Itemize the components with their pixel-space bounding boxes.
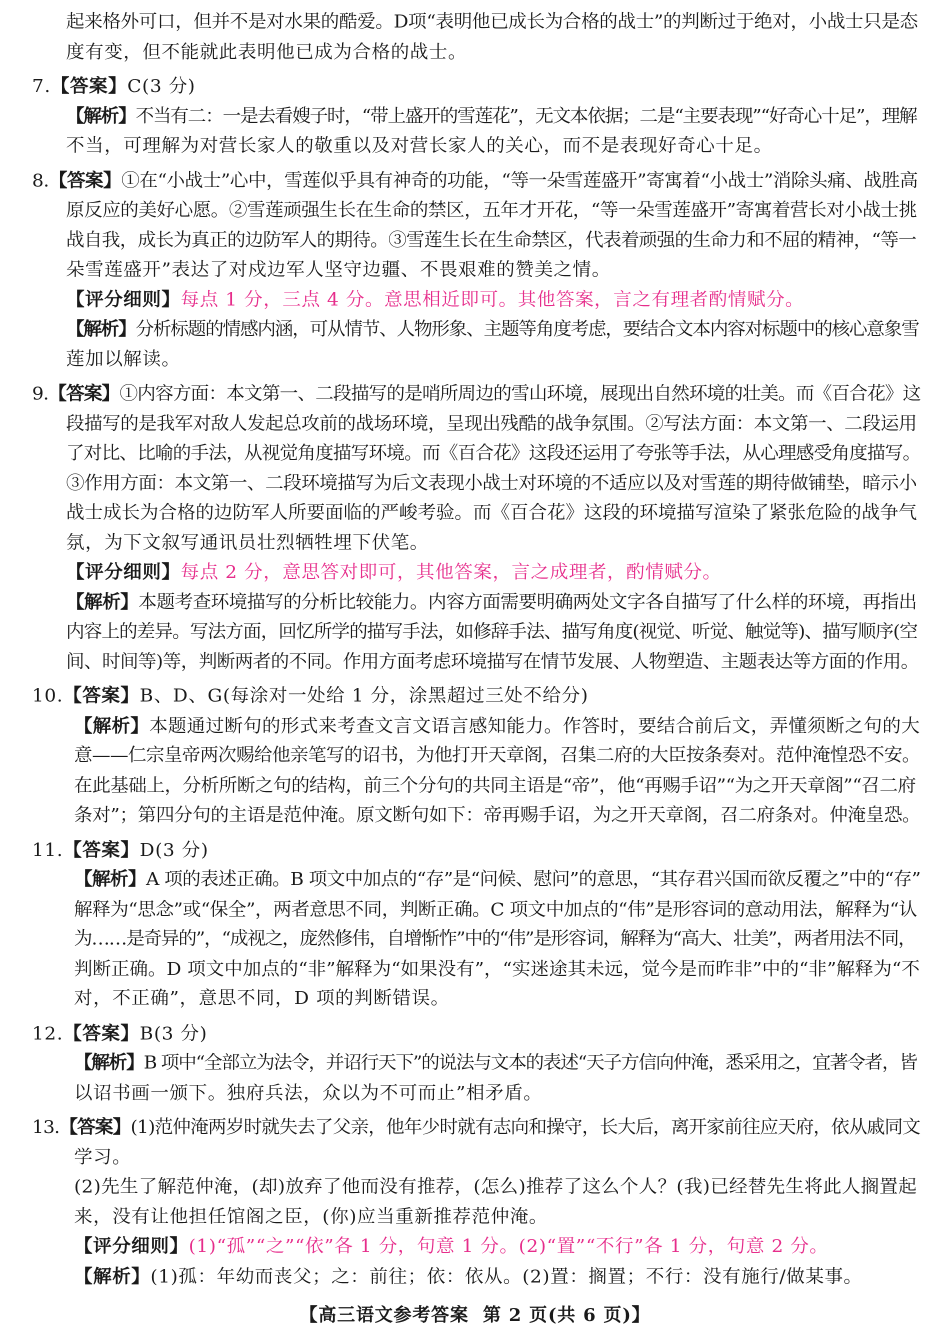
text-line: 段描写的是我军对敌人发起总攻前的战场环境，呈现出残酷的战争氛围。②写法方面：本文第一、二段运用 bbox=[66, 413, 917, 434]
text-line: 间、时间等)等，判断两者的不同。作用方面考虑环境描写在情节发展、人物塑造、主题表达等方面的作用。 bbox=[66, 651, 919, 672]
text-line: 条对”；第四分句的主语是范仲淹。原文断句如下：帝再赐手诏，为之开天章阁，召二府条对。仲淹皇恐。 bbox=[74, 805, 921, 826]
answer-text: ①内容方面：本文第一、二段描写的是哨所周边的雪山环境，展现出自然环境的壮美。而《百合花》这 bbox=[119, 383, 921, 405]
scoring-line bbox=[32, 1233, 920, 1263]
scoring-line bbox=[32, 286, 920, 316]
answer-document bbox=[32, 8, 920, 1292]
text-line: (2)先生了解范仲淹，(却)放弃了他而没有推荐，(怎么)推荐了这么个人？(我)已经替先生将此人搁置起 bbox=[74, 1176, 918, 1198]
analysis-line bbox=[32, 866, 920, 896]
analysis-tag: 【解析】 bbox=[66, 106, 136, 127]
text-line: 原反应的美好心愿。②雪莲顽强生长在生命的禁区，五年才开花，“等一朵雪莲盛开”寄寓着营长对小战士挑 bbox=[66, 200, 917, 221]
text-line: ③作用方面：本文第一、二段环境描写为后文表现小战士对环境的不适应以及对雪莲的期待做铺垫，暗示小 bbox=[66, 472, 917, 494]
analysis-tag: 【解析】 bbox=[66, 319, 136, 340]
scoring-tag: 【评分细则】 bbox=[66, 289, 181, 310]
answer-line bbox=[32, 72, 920, 102]
question-number: 8. bbox=[32, 170, 49, 191]
answer-tag: 【答案】 bbox=[48, 170, 122, 191]
answer-value: B、D、G(每涂对一处给 1 分，涂黑超过三处不给分) bbox=[139, 686, 589, 707]
answer-tag: 【答案】 bbox=[59, 1117, 131, 1138]
question-11 bbox=[32, 836, 920, 1015]
text-line: 不当，可理解为对营长家人的敬重以及对营长家人的关心，而不是表现好奇心十足。 bbox=[66, 135, 773, 157]
analysis-text: 本题考查环境描写的分析比较能力。内容方面需要明确两处文字各自描写了什么样的环境，再指出 bbox=[138, 591, 917, 613]
text-line: 对，不正确”，意思不同，D 项的判断错误。 bbox=[74, 988, 450, 1010]
text-line: 氛，为下文叙写通讯员壮烈牺牲埋下伏笔。 bbox=[66, 532, 429, 553]
analysis-line bbox=[32, 315, 920, 345]
analysis-tag: 【解析】 bbox=[66, 591, 139, 613]
text-line: 在此基础上，分析所断之句的结构，前三个分句的共同主语是“帝”，他“再赐手诏”“为之开天章阁”“召二府 bbox=[74, 775, 916, 796]
analysis-text: 不当有二：一是去看嫂子时，“带上盛开的雪莲花”，无文本依据；二是“主要表现”“好奇心十足”，理解 bbox=[135, 106, 917, 127]
analysis-text: A 项的表述正确。B 项文中加点的“存”是“问候、慰问”的意思，“其存君兴国而欲反覆之”中的“存” bbox=[146, 869, 921, 891]
answer-tag: 【答案】 bbox=[63, 686, 140, 707]
text-line: 度有变，但不能就此表明他已成为合格的战士。 bbox=[66, 41, 468, 63]
analysis-tag: 【解析】 bbox=[74, 1266, 151, 1287]
question-number: 10. bbox=[32, 686, 64, 707]
text-line: 战自我，成长为真正的边防军人的期待。③雪莲生长在生命禁区，代表着顽强的生命力和不屈的精神，“等一 bbox=[66, 229, 917, 251]
page-footer bbox=[0, 1301, 950, 1327]
analysis-tag: 【解析】 bbox=[74, 1052, 144, 1074]
answer-tag: 【答案】 bbox=[63, 839, 140, 861]
text-line: 判断正确。D 项文中加点的“非”解释为“如果没有”，“实迷途其未远，觉今是而昨非”中的“非”解释为“不 bbox=[74, 958, 920, 980]
q6-continuation bbox=[32, 8, 920, 68]
question-number: 9. bbox=[32, 383, 49, 405]
question-number: 7. bbox=[32, 76, 51, 97]
analysis-text: B 项中“全部立为法令，并诏行天下”的说法与文本的表述“天子方信向仲淹，悉采用之，宜著令者，皆 bbox=[143, 1052, 917, 1074]
analysis-text: 本题通过断句的形式来考查文言文语言感知能力。作答时，要结合前后文，弄懂须断之句的大 bbox=[149, 715, 921, 737]
answer-line bbox=[32, 682, 920, 712]
text-line: 朵雪莲盛开”表达了对戍边军人坚守边疆、不畏艰难的赞美之情。 bbox=[66, 259, 611, 281]
text-line: 战士成长为合格的边防军人所要面临的严峻考验。而《百合花》这段的环境描写渲染了紧张危险的战争气 bbox=[66, 502, 918, 524]
answer-tag: 【答案】 bbox=[48, 383, 120, 405]
analysis-text: 分析标题的情感内涵，可从情节、人物形象、主题等角度考虑，要结合文本内容对标题中的核心意象雪 bbox=[135, 319, 919, 340]
text-line: 学习。 bbox=[74, 1147, 132, 1168]
answer-line bbox=[32, 836, 920, 866]
text-line: 解释为“思念”或“保全”，两者意思不同，判断正确。C 项文中加点的“伟”是形容词的意动用法，解释为“认 bbox=[74, 899, 917, 920]
question-number: 11. bbox=[32, 839, 64, 861]
answer-line bbox=[32, 380, 920, 410]
question-7 bbox=[32, 72, 920, 161]
scoring-tag: 【评分细则】 bbox=[74, 1236, 189, 1257]
scoring-line bbox=[32, 558, 920, 588]
answer-line bbox=[32, 1113, 920, 1143]
question-13 bbox=[32, 1113, 920, 1292]
text-line: 起来格外可口，但并不是对水果的酷爱。D项“表明他已成长为合格的战士”的判断过于绝对，小战士只是态 bbox=[66, 11, 918, 33]
answer-tag: 【答案】 bbox=[50, 76, 128, 97]
analysis-line bbox=[32, 712, 920, 742]
footer-title: 高三语文参考答案 bbox=[318, 1305, 469, 1326]
footer-bracket-left: 【 bbox=[299, 1305, 319, 1326]
question-12 bbox=[32, 1019, 920, 1108]
analysis-line bbox=[32, 1262, 920, 1292]
answer-value: D(3 分) bbox=[139, 839, 209, 861]
answer-line bbox=[32, 1019, 920, 1049]
scoring-tag: 【评分细则】 bbox=[66, 562, 181, 583]
text-line: 了对比、比喻的手法，从视觉角度描写环境。而《百合花》这段还运用了夸张等手法，从心理感受角度描写。 bbox=[66, 443, 921, 464]
question-9 bbox=[32, 380, 920, 678]
scoring-text: 每点 2 分，意思答对即可，其他答案，言之成理者，酌情赋分。 bbox=[180, 562, 722, 583]
text-line: 来，没有让他担任馆阁之臣，(你)应当重新推荐范仲淹。 bbox=[74, 1206, 549, 1228]
text-line: 意——仁宗皇帝两次赐给他亲笔写的诏书，为他打开天章阁，召集二府的大臣按条奏对。范仲淹惶恐不安。 bbox=[74, 745, 921, 767]
question-8 bbox=[32, 167, 920, 375]
scoring-text: 每点 1 分，三点 4 分。意思相近即可。其他答案，言之有理者酌情赋分。 bbox=[180, 289, 805, 310]
analysis-tag: 【解析】 bbox=[74, 715, 150, 737]
text-line: 莲加以解读。 bbox=[66, 349, 181, 370]
analysis-tag: 【解析】 bbox=[74, 869, 147, 891]
answer-value: B(3 分) bbox=[139, 1023, 208, 1044]
text-line: 以诏书画一颁下。独府兵法，众以为不可而止”相矛盾。 bbox=[74, 1082, 543, 1104]
analysis-line bbox=[32, 1049, 920, 1079]
question-number: 12. bbox=[32, 1023, 64, 1044]
answer-tag: 【答案】 bbox=[63, 1023, 140, 1044]
answer-value: C(3 分) bbox=[127, 76, 196, 97]
answer-text: (1)范仲淹两岁时就失去了父亲，他年少时就有志向和操守，长大后，离开家前往应天府，依从戚同文 bbox=[130, 1117, 921, 1138]
text-line: 内容上的差异。写法方面，回忆所学的描写手法，如修辞手法、描写角度(视觉、听觉、触觉等)、描写顺序(空 bbox=[66, 621, 918, 643]
analysis-line bbox=[32, 102, 920, 132]
answer-text: ①在“小战士”心中，雪莲似乎具有神奇的功能，“等一朵雪莲盛开”寄寓着“小战士”消除头痛、战胜高 bbox=[121, 170, 918, 191]
analysis-text: (1)孤：年幼而丧父；之：前往；依：依从。(2)置：搁置；不行：没有施行/做某事。 bbox=[150, 1266, 863, 1287]
scoring-text: (1)“孤”“之”“依”各 1 分，句意 1 分。(2)“置”“不行”各 1 分，句意 2 分。 bbox=[188, 1236, 829, 1257]
question-number: 13. bbox=[32, 1117, 60, 1138]
analysis-line bbox=[32, 588, 920, 618]
footer-page-number: 第 2 页(共 6 页) bbox=[482, 1305, 632, 1326]
footer-bracket-right: 】 bbox=[631, 1305, 651, 1326]
text-line: 为……是奇异的”，“成视之，庞然修伟，自增惭怍”中的“伟”是形容词，解释为“高大、壮美”，两者用法不同， bbox=[74, 929, 916, 950]
question-10 bbox=[32, 682, 920, 831]
answer-line bbox=[32, 167, 920, 197]
